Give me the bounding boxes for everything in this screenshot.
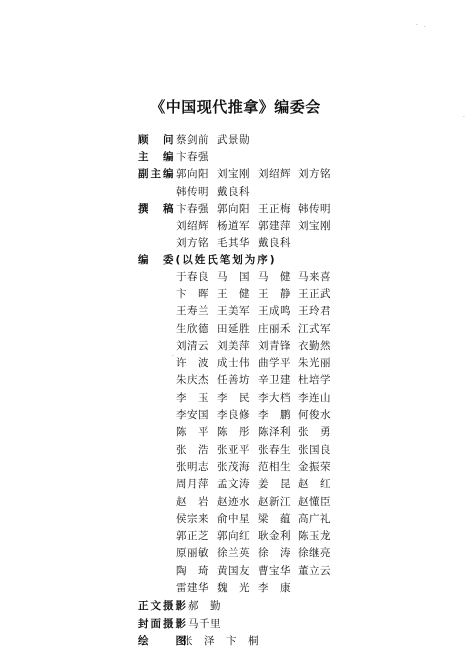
board-member-name: 张 勇 — [298, 426, 331, 439]
role-drawing: 绘 图 — [138, 634, 188, 647]
board-member-name: 张茂海 — [217, 460, 250, 473]
deputy-editor-name: 韩传明 — [176, 185, 209, 198]
page-title: 《中国现代推拿》编委会 — [150, 98, 321, 116]
board-member-name: 金振荣 — [298, 460, 331, 473]
writers-row — [0, 202, 471, 216]
board-member-name: 郭正芝 — [176, 530, 209, 543]
board-member-name: 原丽敏 — [176, 547, 209, 560]
board-member-name: 徐 涛 — [258, 547, 291, 560]
board-member-name: 魏 光 — [217, 582, 250, 594]
writer-name: 王正梅 — [258, 202, 291, 215]
writer-name: 戴良科 — [258, 237, 291, 250]
deputy-editor-name: 郭向阳 — [176, 168, 209, 181]
board-member-name: 刘美萍 — [217, 339, 250, 352]
board-member-name: 曹宝华 — [258, 564, 291, 577]
board-row — [0, 546, 471, 560]
board-member-name: 王正武 — [298, 287, 331, 300]
board-member-name: 陈泽利 — [258, 426, 291, 439]
board-member-name: 徐兰英 — [217, 547, 250, 560]
deputy-editor-name: 刘宝刚 — [217, 168, 250, 181]
board-member-name: 李良修 — [217, 409, 250, 421]
chief-editor-row — [0, 150, 471, 164]
deputy-editor-name: 戴良科 — [217, 185, 250, 198]
board-member-name: 杜培学 — [298, 374, 331, 387]
writers-row — [0, 236, 471, 250]
board-member-name: 赵 岩 — [176, 495, 209, 508]
board-member-name: 刘青锋 — [258, 339, 291, 352]
role-text-photo: 正文摄影 — [138, 600, 188, 613]
board-row — [0, 512, 471, 526]
scan-mark-top-right: · . — [416, 22, 426, 29]
board-member-name: 孟文涛 — [217, 478, 250, 491]
cover-photo-row — [0, 617, 471, 631]
illustrator-names: 张 泽 卞 桐 — [182, 634, 259, 647]
advisors-row — [0, 133, 471, 147]
board-member-name: 陈玉龙 — [298, 530, 331, 543]
board-member-name: 张春生 — [258, 443, 291, 456]
board-member-name: 庄丽禾 — [258, 322, 291, 335]
board-member-name: 卞 晖 — [176, 287, 209, 300]
board-member-name: 于春良 — [176, 270, 209, 283]
board-row — [0, 564, 471, 578]
board-member-name: 马来喜 — [298, 270, 331, 283]
board-member-name: 朱光丽 — [298, 357, 331, 370]
board-row — [0, 339, 471, 353]
role-advisors: 顾 问 — [138, 134, 176, 146]
deputy-editors-row — [0, 167, 471, 181]
writers-row — [0, 219, 471, 233]
board-row — [0, 425, 471, 439]
board-member-name: 马 健 — [258, 270, 291, 283]
writer-name: 毛其华 — [217, 237, 250, 250]
role-chief-editor: 主 编 — [138, 151, 176, 164]
writer-name: 韩传明 — [298, 202, 331, 215]
board-row — [0, 495, 471, 509]
board-member-name: 许 波 — [176, 357, 209, 370]
board-member-name: 马 国 — [217, 270, 250, 283]
deputy-editor-name: 刘方铭 — [298, 168, 331, 181]
text-photographer-name: 郝 勤 — [188, 600, 221, 613]
board-member-name: 李 民 — [217, 391, 250, 404]
advisor-name: 蔡剑前 — [176, 134, 209, 146]
advisor-name: 武景勋 — [217, 134, 250, 146]
board-member-name: 刘清云 — [176, 339, 209, 352]
board-member-name: 李 玉 — [176, 391, 209, 404]
board-member-name: 田延胜 — [217, 322, 250, 335]
writer-name: 郭建萍 — [258, 220, 291, 232]
board-member-name: 黄国友 — [217, 564, 250, 577]
board-member-name: 衣勤然 — [298, 339, 331, 352]
board-member-name: 王 静 — [258, 287, 291, 300]
board-member-name: 王寿兰 — [176, 305, 209, 318]
board-member-name: 姜 昆 — [258, 478, 291, 491]
board-member-name: 董立云 — [298, 564, 331, 577]
board-member-name: 王玲君 — [298, 305, 331, 318]
board-member-name: 江式军 — [298, 322, 331, 335]
board-member-name: 陶 琦 — [176, 564, 209, 577]
board-member-name: 李连山 — [298, 391, 331, 404]
board-row — [0, 322, 471, 336]
board-member-name: 王成鸣 — [258, 305, 291, 318]
board-member-name: 成士伟 — [217, 357, 250, 370]
board-row — [0, 373, 471, 387]
board-member-name: 侯宗来 — [176, 512, 209, 525]
board-member-name: 张国良 — [298, 443, 331, 456]
writer-name: 郭向阳 — [217, 202, 250, 215]
board-member-name: 高广礼 — [298, 512, 331, 525]
deputy-editors-row — [0, 185, 471, 199]
role-writers: 撰 稿 — [138, 202, 176, 215]
drawing-row — [0, 634, 471, 648]
scan-mark-left-dot: · — [172, 353, 174, 360]
role-deputy-editors: 副主编 — [138, 168, 176, 181]
deputy-editor-name: 刘绍辉 — [258, 168, 291, 181]
board-member-name: 赵迹水 — [217, 495, 250, 508]
writer-name: 刘方铭 — [176, 237, 209, 250]
role-cover-photo: 封面摄影 — [138, 617, 188, 630]
board-member-name: 梁 蕴 — [258, 512, 291, 525]
board-row — [0, 477, 471, 491]
board-member-name: 陈 平 — [176, 426, 209, 439]
board-member-name: 曲学平 — [258, 357, 291, 370]
board-row — [0, 529, 471, 543]
board-member-name: 俞中星 — [217, 512, 250, 525]
board-row — [0, 443, 471, 457]
board-member-name: 周月萍 — [176, 478, 209, 491]
board-member-name: 李大档 — [258, 391, 291, 404]
board-member-name: 任善坊 — [217, 374, 250, 387]
board-member-name: 张 浩 — [176, 443, 209, 456]
board-member-name: 何俊水 — [298, 409, 331, 421]
board-member-name: 耿金利 — [258, 530, 291, 543]
board-row — [0, 408, 471, 422]
writer-name: 刘绍辉 — [176, 220, 209, 232]
board-row — [0, 270, 471, 284]
board-member-name: 生欣德 — [176, 322, 209, 335]
board-label-row — [0, 253, 471, 267]
board-member-name: 范相生 — [258, 460, 291, 473]
board-member-name: 赵懂臣 — [298, 495, 331, 508]
role-editorial-board: 编 委(以姓氏笔划为序) — [138, 254, 277, 267]
scan-mark-right-edge: . — [463, 112, 465, 119]
board-member-name: 李 康 — [258, 582, 291, 594]
board-row — [0, 581, 471, 595]
board-member-name: 李 鹏 — [258, 409, 291, 421]
board-member-name: 朱庆杰 — [176, 374, 209, 387]
board-member-name: 赵新江 — [258, 495, 291, 508]
board-row — [0, 460, 471, 474]
board-member-name: 辛卫建 — [258, 374, 291, 387]
board-row — [0, 287, 471, 301]
board-member-name: 郭向红 — [217, 530, 250, 543]
board-row — [0, 304, 471, 318]
board-member-name: 陈 彤 — [217, 426, 250, 439]
board-member-name: 张明志 — [176, 460, 209, 473]
writer-name: 刘宝刚 — [298, 220, 331, 232]
board-row — [0, 391, 471, 405]
chief-editor-name: 卞春强 — [176, 151, 209, 164]
text-photo-row — [0, 599, 471, 613]
board-member-name: 赵 红 — [298, 478, 331, 491]
board-row — [0, 356, 471, 370]
writer-name: 卞春强 — [176, 202, 209, 215]
board-member-name: 王美军 — [217, 305, 250, 318]
cover-photographer-name: 马千里 — [188, 617, 221, 630]
board-member-name: 张亚平 — [217, 443, 250, 456]
board-member-name: 雷建华 — [176, 582, 209, 594]
board-member-name: 王 健 — [217, 287, 250, 300]
board-member-name: 李安国 — [176, 409, 209, 421]
board-member-name: 徐继亮 — [298, 547, 331, 560]
writer-name: 杨道军 — [217, 220, 250, 232]
